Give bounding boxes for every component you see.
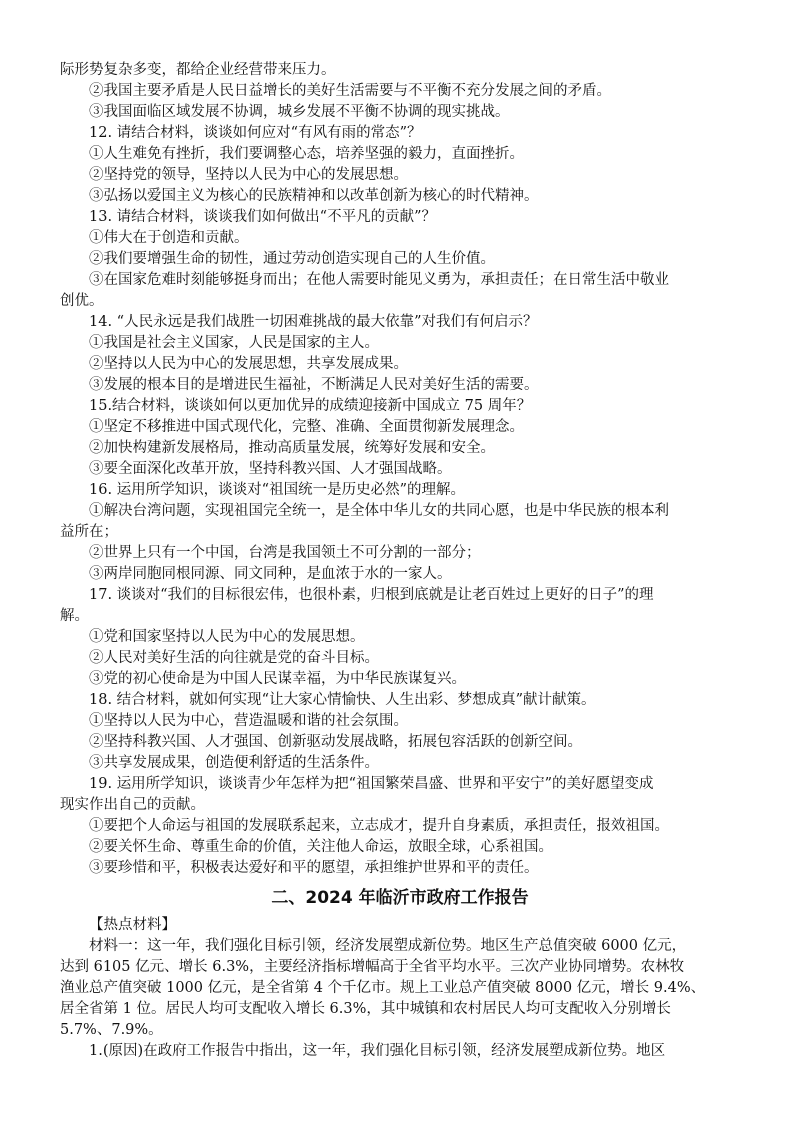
answer-item: ②世界上只有一个中国，台湾是我国领土不可分割的一部分；: [89, 545, 481, 561]
answer-item: ②人民对美好生活的向往就是党的奋斗目标。: [89, 650, 379, 666]
answer-item: ③要珍惜和平，积极表达爱好和平的愿望，承担维护世界和平的责任。: [89, 860, 539, 876]
question-1: 1.(原因)在政府工作报告中指出，这一年，我们强化目标引领，经济发展塑成新位势。地区: [89, 1043, 666, 1059]
answer-item: ③在国家危难时刻能够挺身而出；在他人需要时能见义勇为，承担责任；在日常生活中敬业: [89, 272, 669, 288]
section-heading: 二、2024 年临沂市政府工作报告: [271, 888, 529, 908]
question-continuation: 现实作出自己的贡献。: [60, 797, 205, 813]
answer-item: ③发展的根本目的是增进民生福祉，不断满足人民对美好生活的需要。: [89, 377, 539, 393]
question-continuation: 解。: [60, 608, 89, 624]
answer-item: ①坚定不移推进中国式现代化，完整、准确、全面贯彻新发展理念。: [89, 419, 524, 435]
question-12: 12. 请结合材料，谈谈如何应对“有风有雨的常态”？: [89, 125, 422, 141]
answer-item: ③要全面深化改革开放，坚持科教兴国、人才强国战略。: [89, 461, 452, 477]
answer-item: ③党的初心使命是为中国人民谋幸福，为中华民族谋复兴。: [89, 671, 466, 687]
question-16: 16. 运用所学知识，谈谈对“祖国统一是历史必然”的理解。: [89, 482, 465, 498]
answer-item: ②坚持党的领导，坚持以人民为中心的发展思想。: [89, 167, 408, 183]
hot-material-tag: 【热点材料】: [89, 917, 176, 933]
answer-item: ①人生难免有挫折，我们要调整心态，培养坚强的毅力，直面挫折。: [89, 146, 524, 162]
answer-item: ①党和国家坚持以人民为中心的发展思想。: [89, 629, 365, 645]
answer-item: ②要关怀生命、尊重生命的价值，关注他人命运，放眼全球，心系祖国。: [89, 839, 553, 855]
answer-item: ③共享发展成果，创造便利舒适的生活条件。: [89, 755, 379, 771]
question-18: 18. 结合材料，就如何实现“让大家心情愉快、人生出彩、梦想成真”献计献策。: [89, 692, 596, 708]
answer-item: ①伟大在于创造和贡献。: [89, 230, 249, 246]
answer-item: ①我国是社会主义国家，人民是国家的主人。: [89, 335, 379, 351]
material-text: 材料一：这一年，我们强化目标引领，经济发展塑成新位势。地区生产总值突破 6000 亿元，: [89, 938, 687, 954]
question-15: 15.结合材料，谈谈如何以更加优异的成绩迎接新中国成立 75 周年？: [89, 398, 532, 414]
material-text: 5.7%、7.9%。: [60, 1022, 163, 1038]
answer-item: ②我国主要矛盾是人民日益增长的美好生活需要与不平衡不充分发展之间的矛盾。: [89, 83, 611, 99]
material-text: 达到 6105 亿元、增长 6.3%，主要经济指标增幅高于全省平均水平。三次产业协同增势。农林牧: [60, 959, 685, 975]
answer-item: ③我国面临区域发展不协调，城乡发展不平衡不协调的现实挑战。: [89, 104, 510, 120]
document-body: [60, 60, 740, 1062]
material-text: 居全省第 1 位。居民人均可支配收入增长 6.3%，其中城镇和农村居民人均可支配收入分别增长: [60, 1001, 671, 1017]
answer-item-continuation: 创优。: [60, 293, 104, 309]
answer-item-continuation: 益所在；: [60, 524, 118, 540]
answer-item: ②坚持科教兴国、人才强国、创新驱动发展战略，拓展包容活跃的创新空间。: [89, 734, 582, 750]
answer-item: ①要把个人命运与祖国的发展联系起来，立志成才，提升自身素质，承担责任，报效祖国。: [89, 818, 669, 834]
answer-item: ②坚持以人民为中心的发展思想，共享发展成果。: [89, 356, 408, 372]
answer-item: ③弘扬以爱国主义为核心的民族精神和以改革创新为核心的时代精神。: [89, 188, 539, 204]
text-line: 际形势复杂多变，都给企业经营带来压力。: [60, 62, 336, 78]
question-13: 13. 请结合材料，谈谈我们如何做出“不平凡的贡献”？: [89, 209, 436, 225]
answer-item: ①解决台湾问题，实现祖国完全统一，是全体中华儿女的共同心愿，也是中华民族的根本利: [89, 503, 669, 519]
answer-item: ②我们要增强生命的韧性，通过劳动创造实现自己的人生价值。: [89, 251, 495, 267]
answer-item: ①坚持以人民为中心，营造温暖和谐的社会氛围。: [89, 713, 408, 729]
question-19: 19. 运用所学知识，谈谈青少年怎样为把“祖国繁荣昌盛、世界和平安宁”的美好愿望变成: [89, 776, 654, 792]
question-17: 17. 谈谈对“我们的目标很宏伟，也很朴素，归根到底就是让老百姓过上更好的日子”的理: [89, 587, 654, 603]
answer-item: ②加快构建新发展格局，推动高质量发展，统筹好发展和安全。: [89, 440, 495, 456]
material-text: 渔业总产值突破 1000 亿元，是全省第 4 个千亿市。规上工业总产值突破 8000 亿元，增长 9.4%、: [60, 980, 706, 996]
answer-item: ③两岸同胞同根同源、同文同种，是血浓于水的一家人。: [89, 566, 452, 582]
question-14: 14. “人民永远是我们战胜一切困难挑战的最大依靠”对我们有何启示？: [89, 314, 538, 330]
